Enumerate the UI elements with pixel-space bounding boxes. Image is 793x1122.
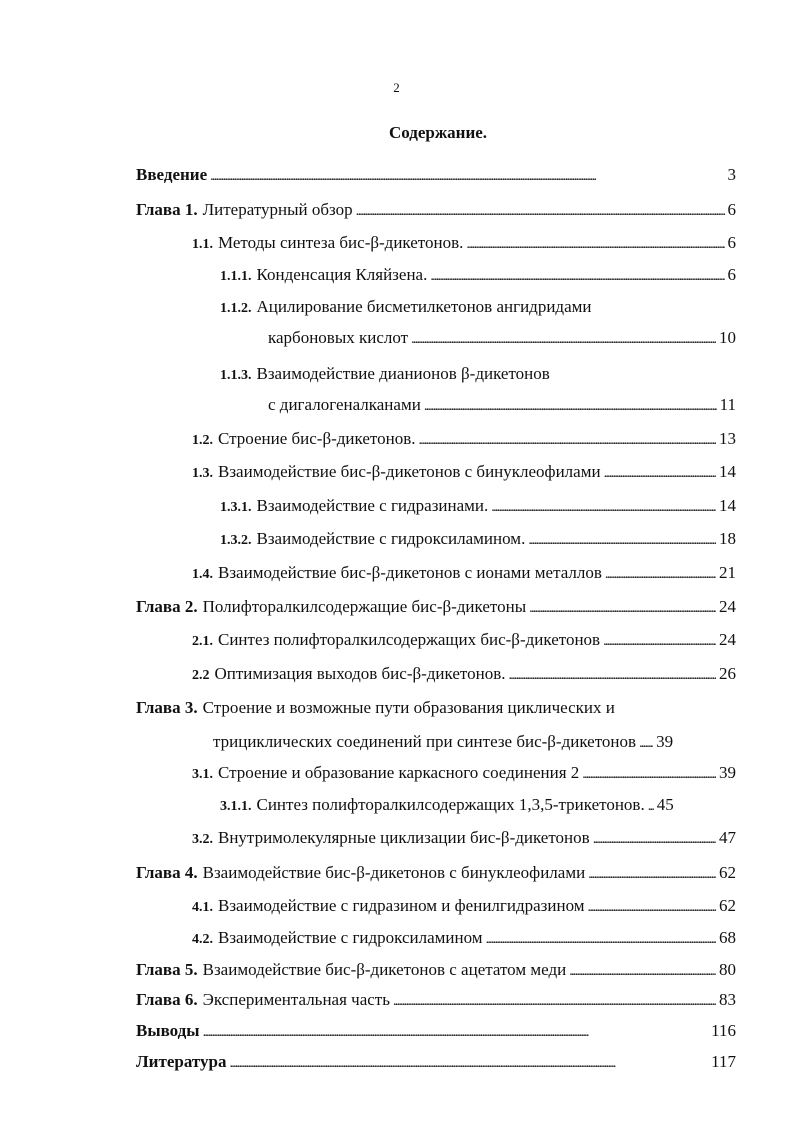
toc-entry-1-2 [192,427,736,453]
toc-entry-1-4 [192,561,736,587]
toc-entry-page: 116 [711,1021,736,1040]
toc-entry-intro [136,163,736,189]
toc-entry-1-1-1 [220,263,736,289]
toc-entry-number: Глава 6. [136,990,198,1009]
dot-leader [604,460,716,486]
toc-entry-number: 1.3. [192,466,213,481]
toc-entry-3-2 [192,826,736,852]
toc-entry-page: 6 [727,200,736,219]
toc-entry-title: Синтез полифторалкилсодержащих 1,3,5-трикетонов. [256,795,645,814]
toc-entry-title-cont: с дигалогеналканами [268,395,421,414]
toc-entry-title: Оптимизация выходов бис-β-дикетонов. [214,664,506,683]
toc-entry-page: 117 [711,1052,736,1071]
dot-leader [582,761,716,787]
toc-entry-page: 62 [719,896,736,915]
toc-entry-title: Взаимодействие с гидразинами. [256,496,489,515]
dot-leader [203,1019,709,1045]
toc-entry-title: Взаимодействие бис-β-дикетонов с бинуклеофилами [202,863,586,882]
toc-entry-page: 6 [727,233,736,252]
toc-entry-number: 1.1.3. [220,368,252,383]
toc-entry-page: 13 [719,429,736,448]
toc-entry-1-1 [192,231,736,257]
toc-entry-page: 24 [719,597,736,616]
toc-entry-page: 14 [719,496,736,515]
toc-entry-page: 39 [656,732,674,751]
toc-entry-title: Взаимодействие бис-β-дикетонов с ацетатом меди [202,960,567,979]
dot-leader [486,926,716,952]
dot-leader [424,393,717,419]
dot-leader [491,494,716,520]
toc-title: Содержание. [388,123,488,142]
toc-entry-title: Строение и возможные пути образования циклических и [202,698,615,717]
toc-entry-title: Взаимодействие бис-β-дикетонов с бинуклеофилами [218,462,601,481]
dot-leader [466,231,724,257]
toc-entry-number: 1.1. [192,237,213,252]
toc-entry-3-1-1 [220,793,736,819]
toc-entry-title: Взаимодействие бис-β-дикетонов с ионами металлов [218,563,602,582]
toc-entry-number: 1.3.1. [220,500,252,515]
toc-entry-number: Глава 3. [136,698,198,717]
toc-entry-title: Выводы [136,1021,200,1040]
toc-entry-chapter-5 [136,958,736,984]
dot-leader [509,662,717,688]
toc-entry-1-1-2 [220,295,591,321]
toc-entry-page: 11 [719,395,736,414]
toc-entry-title: Строение и образование каркасного соединения 2 [218,763,580,782]
toc-entry-title: Ацилирование бисметилкетонов ангидридами [256,297,592,316]
toc-entry-number: 3.2. [192,832,213,847]
toc-entry-chapter-2 [136,595,736,621]
dot-leader [588,894,716,920]
toc-entry-title: Литература [136,1052,227,1071]
dot-leader [569,958,716,984]
toc-entry-1-3 [192,460,736,486]
dot-leader [639,730,653,756]
toc-entry-number: 3.1.1. [220,799,252,814]
toc-entry-title: Взаимодействие с гидразином и фенилгидразином [218,896,585,915]
toc-entry-page: 83 [719,990,736,1009]
toc-entry-title: Внутримолекулярные циклизации бис-β-дикетонов [218,828,590,847]
toc-entry-title: Введение [136,165,208,184]
toc-entry-title: Конденсация Кляйзена. [256,265,428,284]
toc-entry-page: 21 [719,563,736,582]
toc-entry-number: 1.1.1. [220,269,252,284]
dot-leader [529,595,716,621]
toc-entry-page: 3 [727,165,736,184]
toc-entry-1-1-3 [220,362,550,388]
page-number: 2 [393,80,400,95]
toc-entry-number: 1.4. [192,567,213,582]
toc-entry-4-2 [192,926,736,952]
toc-entry-number: 1.1.2. [220,301,252,316]
toc-entry-title: Литературный обзор [202,200,353,219]
toc-entry-chapter-4 [136,861,736,887]
toc-entry-number: 2.2 [192,668,210,683]
toc-entry-page: 47 [719,828,736,847]
dot-leader [418,427,716,453]
toc-entry-references [136,1050,736,1076]
dot-leader [356,198,725,224]
toc-entry-number: Глава 5. [136,960,198,979]
toc-entry-number: Глава 4. [136,863,198,882]
dot-leader [393,988,716,1014]
toc-entry-number: 3.1. [192,767,213,782]
toc-entry-chapter-1 [136,198,736,224]
toc-entry-4-1 [192,894,736,920]
toc-entry-number: 2.1. [192,634,213,649]
toc-entry-page: 39 [719,763,736,782]
toc-entry-title: Взаимодействие с гидроксиламином [218,928,483,947]
toc-entry-1-3-1 [220,494,736,520]
toc-entry-1-1-2-cont [268,326,736,352]
toc-entry-title: Экспериментальная часть [202,990,390,1009]
toc-entry-number: 1.3.2. [220,533,252,548]
toc-entry-3-1 [192,761,736,787]
toc-entry-title: Строение бис-β-дикетонов. [218,429,416,448]
toc-entry-chapter-6 [136,988,736,1014]
dot-leader [605,561,716,587]
toc-entry-page: 26 [719,664,736,683]
toc-entry-title-cont: карбоновых кислот [268,328,409,347]
toc-entry-number: 4.2. [192,932,213,947]
toc-entry-number: 4.1. [192,900,213,915]
toc-entry-page: 68 [719,928,736,947]
dot-leader [648,793,654,819]
dot-leader [588,861,716,887]
toc-entry-title: Взаимодействие дианионов β-дикетонов [256,364,550,383]
toc-entry-page: 6 [727,265,736,284]
toc-entry-page: 10 [719,328,736,347]
toc-entry-number: Глава 2. [136,597,198,616]
toc-entry-page: 62 [719,863,736,882]
dot-leader [603,628,716,654]
toc-entry-title: Полифторалкилсодержащие бис-β-дикетоны [202,597,527,616]
toc-entry-page: 45 [656,795,674,814]
toc-entry-page: 18 [719,529,736,548]
dot-leader [210,163,724,189]
dot-leader [229,1050,708,1076]
toc-entry-1-1-3-cont [268,393,736,419]
toc-entry-2-2 [192,662,736,688]
dot-leader [411,326,716,352]
dot-leader [528,527,716,553]
dot-leader [430,263,724,289]
toc-entry-number: Глава 1. [136,200,198,219]
toc-entry-title: Методы синтеза бис-β-дикетонов. [218,233,464,252]
toc-entry-2-1 [192,628,736,654]
toc-entry-title: Взаимодействие с гидроксиламином. [256,529,526,548]
dot-leader [593,826,716,852]
toc-entry-number: 1.2. [192,433,213,448]
toc-entry-chapter-3 [136,696,615,720]
toc-entry-1-3-2 [220,527,736,553]
toc-entry-page: 24 [719,630,736,649]
toc-entry-page: 80 [719,960,736,979]
toc-entry-chapter-3-cont [213,730,736,756]
toc-entry-conclusions [136,1019,736,1045]
toc-entry-title-cont: трициклических соединений при синтезе бис-β-дикетонов [213,732,637,751]
toc-entry-page: 14 [719,462,736,481]
toc-entry-title: Синтез полифторалкилсодержащих бис-β-дикетонов [218,630,601,649]
